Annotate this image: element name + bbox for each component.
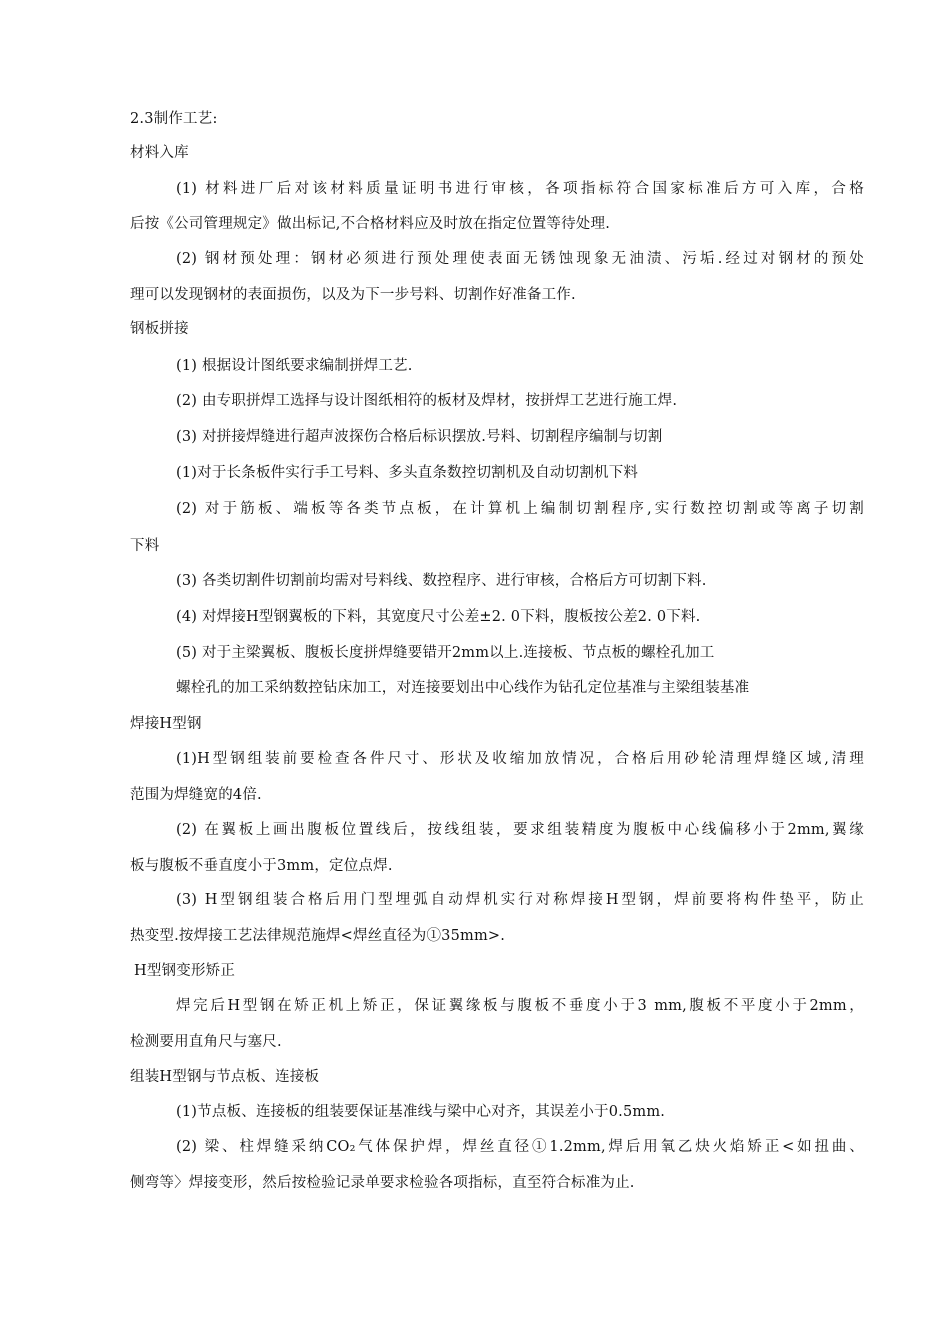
cutting-item2-line2: 下料: [130, 538, 160, 554]
heading-materials: 材料入库: [130, 145, 189, 161]
section-title: 2.3制作工艺:: [130, 111, 218, 127]
assembly-item2-line1: (2) 梁、柱焊缝采纳CO₂气体保护焊，焊丝直径①1.2mm,焊后用氧乙炔火焰矫正<如扭曲、: [176, 1139, 864, 1155]
bolt-hole-text: 螺栓孔的加工采纳数控钻床加工，对连接要划出中心线作为钻孔定位基准与主梁组装基准: [176, 680, 750, 696]
heading-welding: 焊接H型钢: [130, 716, 202, 732]
cutting-item1: (1)对于长条板件实行手工号料、多头直条数控切割机及自动切割机下料: [176, 465, 639, 481]
welding-w2-line1: (2) 在翼板上画出腹板位置线后，按线组装，要求组装精度为腹板中心线偏移小于2mm,翼缘: [176, 822, 864, 838]
heading-splicing: 钢板拼接: [130, 321, 189, 337]
heading-assembly: 组装H型钢与节点板、连接板: [130, 1069, 320, 1085]
heading-correction: H型钢变形矫正: [134, 963, 236, 979]
materials-p1-line2: 后按《公司管理规定》做出标记,不合格材料应及时放在指定位置等待处理.: [130, 216, 611, 232]
welding-w3-line2: 热变型.按焊接工艺法律规范施焊<焊丝直径为①35mm>.: [130, 928, 506, 944]
welding-w2-line2: 板与腹板不垂直度小于3mm，定位点焊.: [130, 858, 393, 874]
correction-line2: 检测要用直角尺与塞尺.: [130, 1034, 282, 1050]
cutting-item5: (5) 对于主梁翼板、腹板长度拼焊缝要错开2mm以上.连接板、节点板的螺栓孔加工: [176, 645, 715, 661]
assembly-item1: (1)节点板、连接板的组装要保证基准线与梁中心对齐，其误差小于0.5mm.: [176, 1104, 666, 1120]
welding-w1-line1: (1)H型钢组装前要检查各件尺寸、形状及收缩加放情况，合格后用砂轮清理焊缝区域,清理: [176, 751, 864, 767]
materials-p1-line1: (1) 材料进厂后对该材料质量证明书进行审核，各项指标符合国家标准后方可入库，合格: [176, 181, 864, 197]
splicing-item2: (2) 由专职拼焊工选择与设计图纸相符的板材及焊材，按拼焊工艺进行施工焊.: [176, 393, 678, 409]
cutting-item3: (3) 各类切割件切割前均需对号料线、数控程序、进行审核，合格后方可切割下料.: [176, 573, 707, 589]
splicing-item3: (3) 对拼接焊缝进行超声波探伤合格后标识摆放.号料、切割程序编制与切割: [176, 429, 663, 445]
welding-w3-line1: (3) H型钢组装合格后用门型埋弧自动焊机实行对称焊接H型钢，焊前要将构件垫平，防止: [176, 892, 864, 908]
materials-p2-line2: 理可以发现钢材的表面损伤，以及为下一步号料、切割作好准备工作.: [130, 287, 576, 303]
welding-w1-line2: 范围为焊缝宽的4倍.: [130, 787, 262, 803]
splicing-item1: (1) 根据设计图纸要求编制拼焊工艺.: [176, 358, 413, 374]
cutting-item2-line1: (2) 对于筋板、端板等各类节点板，在计算机上编制切割程序,实行数控切割或等离子切割: [176, 501, 864, 517]
assembly-item2-line2: 侧弯等〉焊接变形，然后按检验记录单要求检验各项指标，直至符合标准为止.: [130, 1175, 635, 1191]
materials-p2-line1: (2) 钢材预处理：钢材必须进行预处理使表面无锈蚀现象无油渍、污垢.经过对钢材的预处: [176, 251, 864, 267]
cutting-item4: (4) 对焊接H型钢翼板的下料，其宽度尺寸公差±2. 0下料，腹板按公差2. 0下料.: [176, 609, 701, 625]
correction-line1: 焊完后H型钢在矫正机上矫正，保证翼缘板与腹板不垂度小于3 mm,腹板不平度小于2mm，: [176, 998, 864, 1014]
